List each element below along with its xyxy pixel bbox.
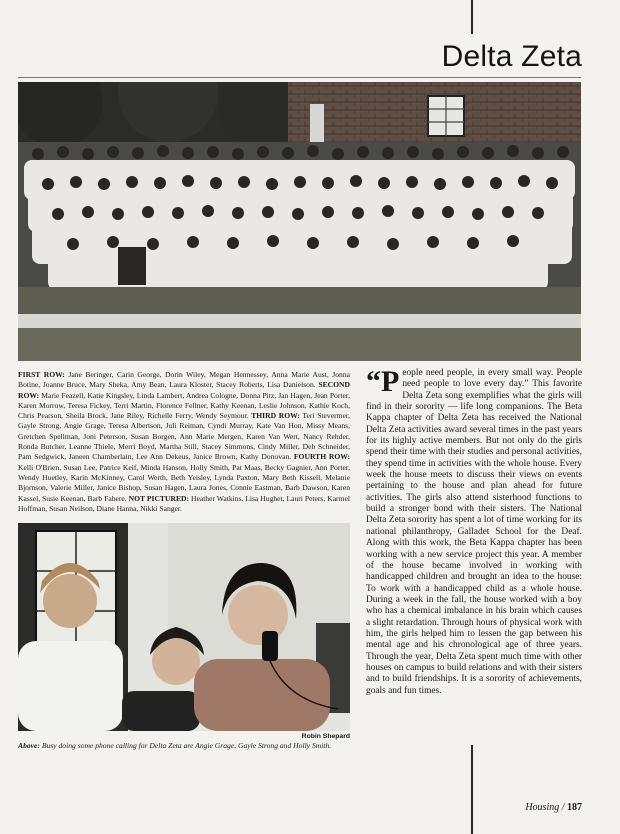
row-1: FIRST ROW: Jane Beringer, Carin George, Dorin Wiley, Megan Hennessey, Anna Marie Aust, Jonna Botine, Joanne Bruce, Mary Sheka, Amy Bean, Laura Kloster, Stacey Roberts, Lisa Danielson. [18,370,350,390]
page-title: Delta Zeta [441,40,582,73]
row-4: FOURTH ROW: Kelli O'Brien, Susan Lee, Patrice Keif, Minda Hanson, Holly Smith, Pat Maas, Becky Gagnier, Ann Porter, Wendy Huetley, Karin McKinney, Carol Werth, Beth Yeisley, Lynda Paxton, Mary Beth Kissell, Melanie Bjornson, Valerie Miller, Janice Bishop, Susan Hagen, Laura Jones, Connie Eastman, Barb Dawson, Karen Kassel, Susie Keenan, Barb Fabere. [18,452,350,503]
group-photo-image [18,82,581,361]
group-members [24,145,575,290]
story-body: eople need people, in every small way. People need people to love every day.” This favorite Delta Zeta song exemplifies what the girls will find in their sorority — life long companions. The Beta Kappa chapter of Delta Zeta has received the National Delta Zeta activities award several times in the past years for its highly active members. But not only do the girls spend their time with their studies and personal activities, they spend time in activities with the whole house. Every week the house meets to discuss their views on events pertaining to the house and plan ahead for future activities. The girls also attend sisterhood functions to build a stronger bond with their sisters. The National Delta Zeta sorority has spent a lot of time working for its national philanthropy, Galladet School for the Deaf. Along with this work, the Beta Kappa chapter has been working with a new service project this year. A member of the house became involved in working with handicapped children and brought an idea to the house: To work with a handicapped child as a whole house. During a week in the fall, the house worked with a boy who has a chemical imbalance in his brain which causes a slight retardation. Through hours of physical work with him, the girls helped him to lessen the gap between his mental age and his chronological age of three years. Through the year, Delta Zeta spent much time with other houses on campus to build relations and with their sisters and to build friendships. It is a sorority of achievements, goals and fun times. [366,368,582,696]
row-2: SECOND ROW: Marie Feazell, Katie Kingsley, Linda Lambert, Andrea Cologne, Donna Pitz, Jan Hagen, Jean Porter, Karen Morrow, Teresa Fickey, Terri Martin, Florence Fellner, Kathy Keenan, Leslie Johnson, Kathie Koch, Chris Pearson, Sheila Brock, Jane Riley, Richelle Ferry, Wendy Seymour. [18,380,350,421]
page-number: 187 [567,802,582,813]
drop-cap: “P [366,365,400,398]
title-rule [18,77,581,78]
column-divider-top [471,0,473,34]
footer-section: Housing / [525,802,565,813]
row-3: THIRD ROW: Teri Stevermer, Gayle Strong, Angie Grage, Teresa Albertson, Juli Reiman, Cyndi Murray, Kate Van Hon, Missy Means, Gretchen Spellman, Joni Peterson, Susan Borgen, Ann Marie Mergen, Karen Van Wert, Nancy Rehder, Ronda Butcher, Leanne Thiele, Merri Boyd, Martha Still, Stacey Simmons, Cindy Miller, Deb Schneider, Pam Sedgwick, Janeen Chamberlain, Lee Ann Dekeus, Janice Brown, Kathy Donovan. [18,411,350,462]
photo-credit: Robin Shepard [301,733,350,740]
phone-photo-image [18,523,350,731]
story-text [366,365,582,697]
page-footer [525,802,582,813]
row-not-pictured: NOT PICTURED: Heather Watkins, Lisa Hughet, Lauri Peters, Karmel Hoffman, Susan Neilson, Diane Hanna, Nikki Sanger. [18,493,350,513]
column-divider-bottom [471,745,473,834]
member-names-caption [18,370,350,514]
phone-photo-caption: Above: Busy doing some phone calling for Delta Zeta are Angie Grage, Gayle Strong and Holly Smith. [18,741,332,750]
group-photo [18,82,581,361]
phone-photo [18,523,350,731]
